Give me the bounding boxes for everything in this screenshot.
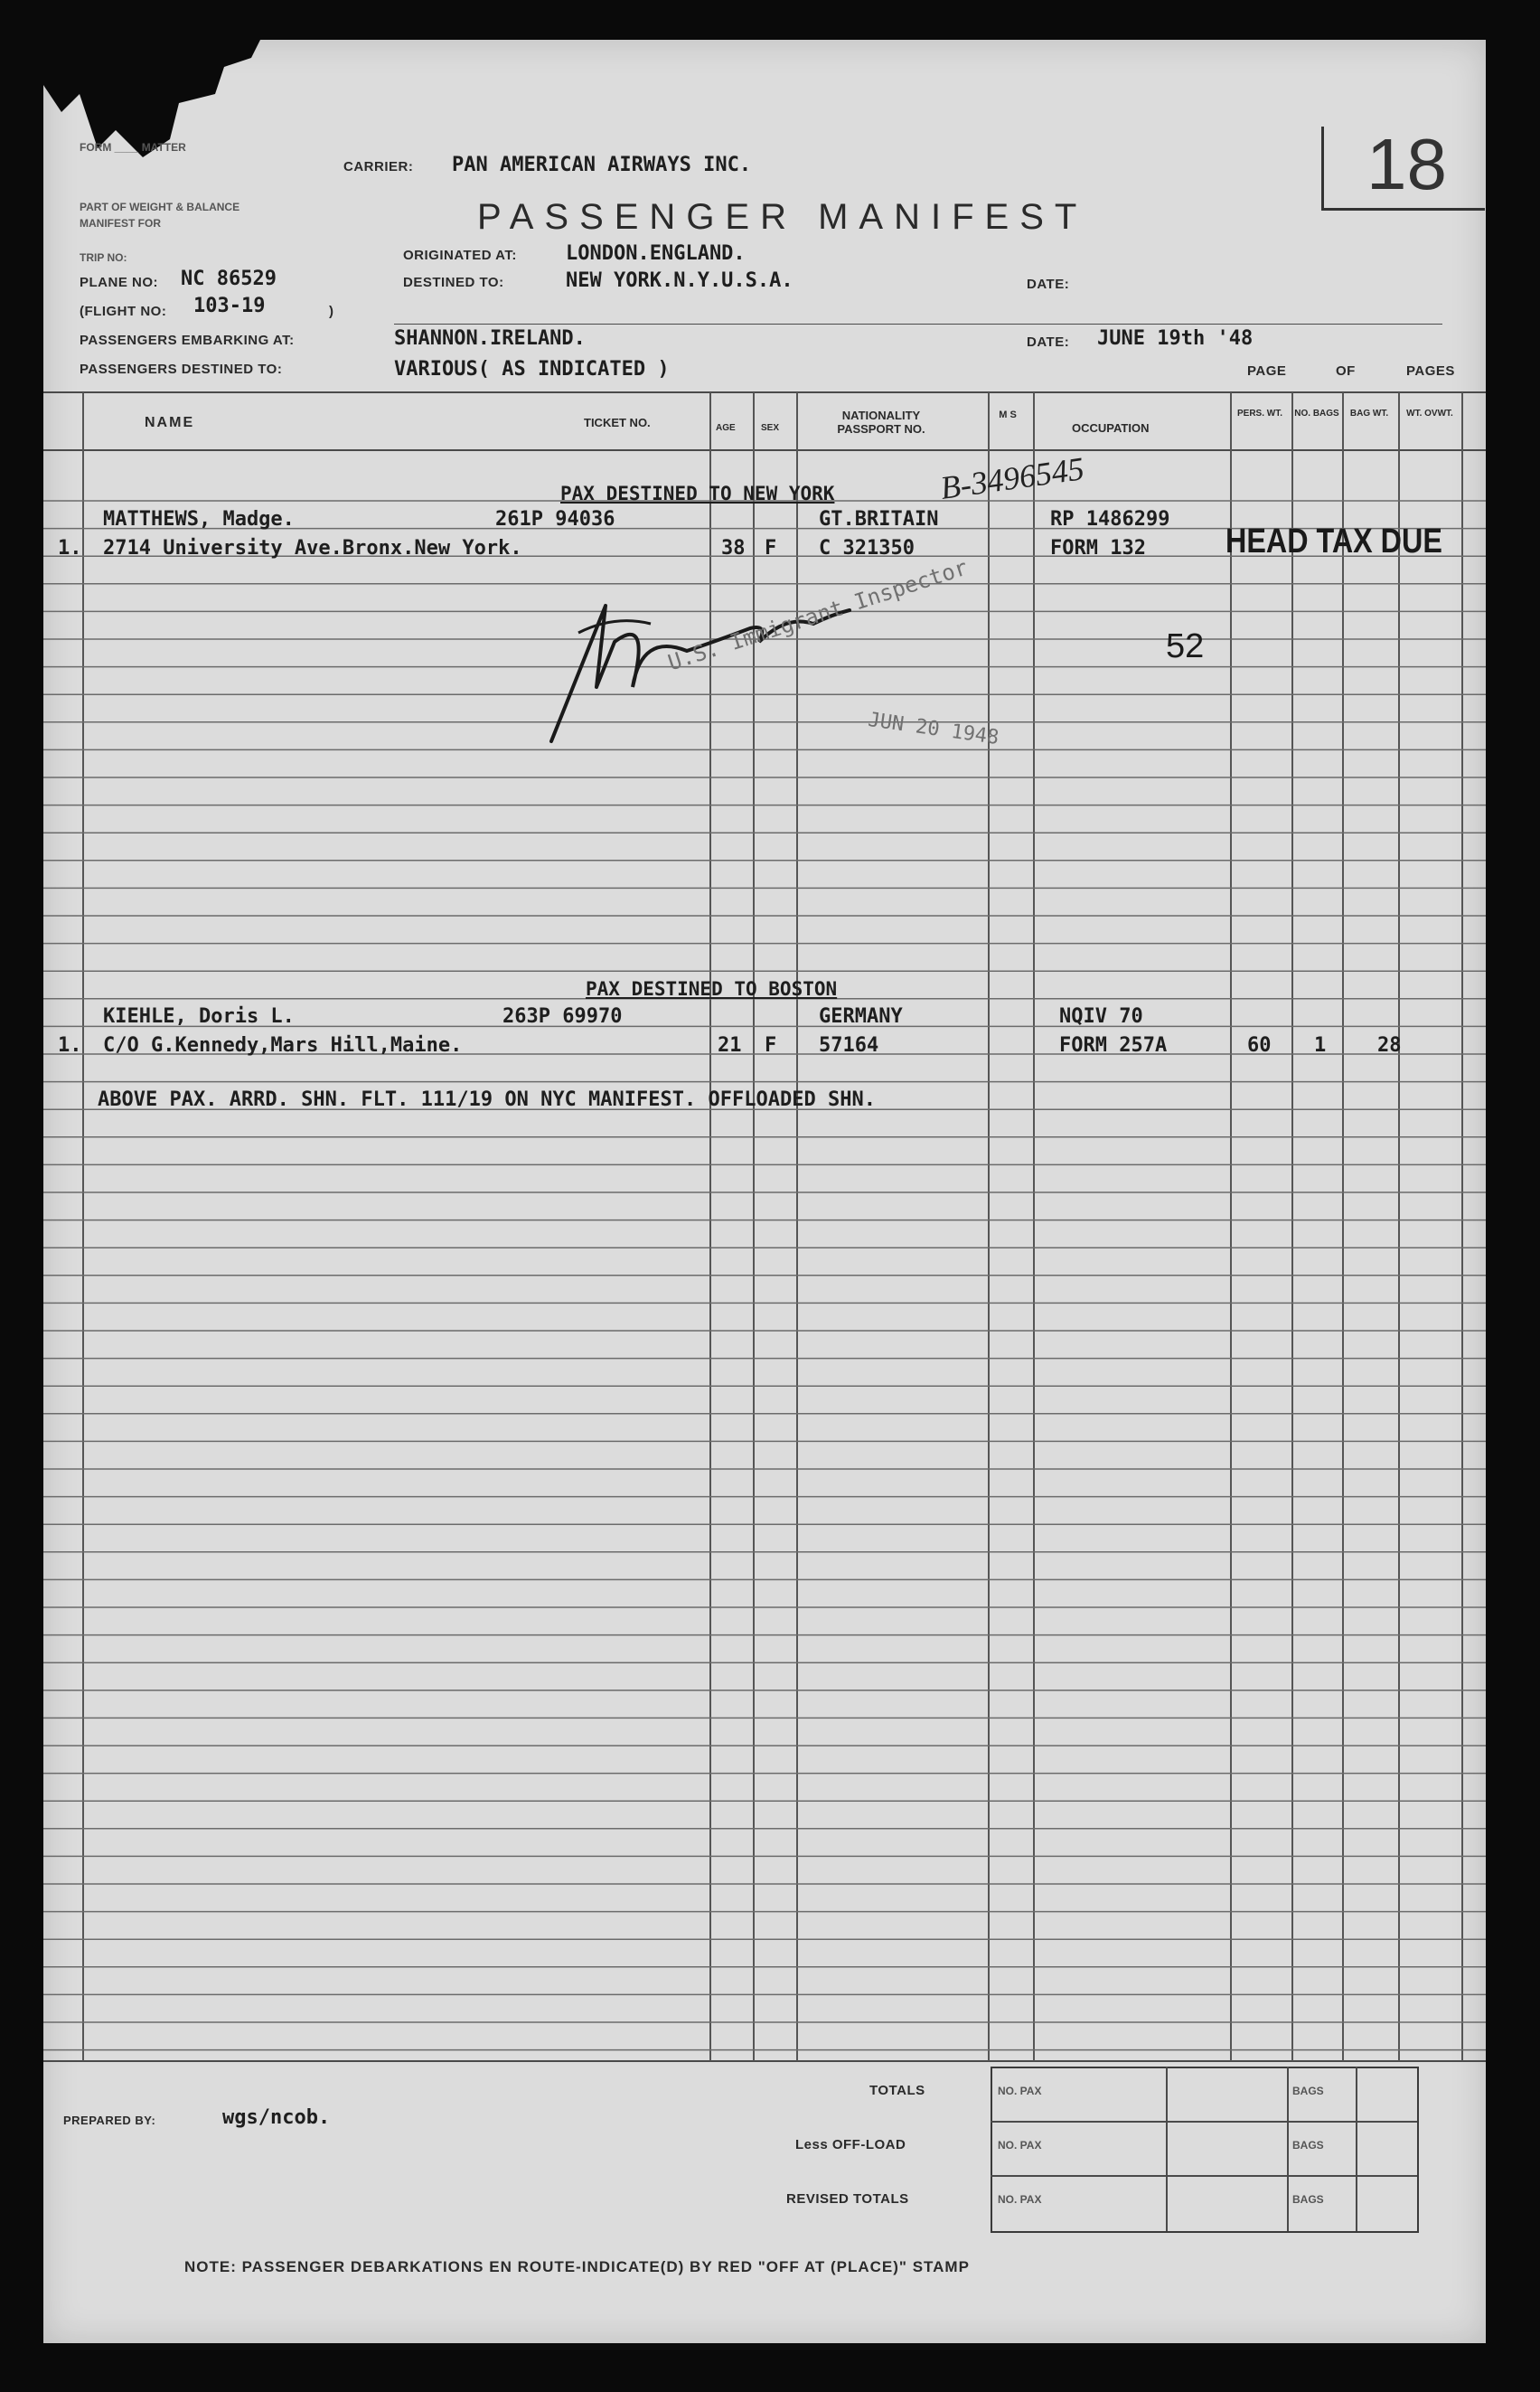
pax2-sex: F — [765, 1034, 777, 1057]
plane-no-label: PLANE NO: — [80, 275, 158, 290]
pax1-ticket: 261P 94036 — [495, 508, 615, 531]
offload-bags: BAGS — [1292, 2139, 1324, 2152]
totals-label: TOTALS — [869, 2083, 925, 2098]
col-no-bags: NO. BAGS — [1294, 409, 1339, 419]
col-name: NAME — [145, 415, 195, 430]
destined-pax-value: VARIOUS( AS INDICATED ) — [394, 358, 670, 381]
form-note: FORM ____ MATTER — [80, 141, 186, 154]
section1-heading: PAX DESTINED TO NEW YORK — [560, 483, 835, 504]
col-ms: M S — [999, 410, 1017, 420]
handwritten-number: B-3496545 — [937, 450, 1086, 506]
pax2-bag-wt: 28 — [1377, 1034, 1402, 1057]
head-tax-stamp: HEAD TAX DUE — [1225, 523, 1442, 560]
pax1-age: 38 — [721, 537, 746, 560]
prepared-by-value: wgs/ncob. — [222, 2106, 331, 2129]
page-label: PAGE — [1247, 363, 1287, 379]
pax1-address: 2714 University Ave.Bronx.New York. — [103, 537, 522, 560]
pax2-age: 21 — [718, 1034, 742, 1057]
col-age: AGE — [716, 423, 736, 433]
pax2-address: C/O G.Kennedy,Mars Hill,Maine. — [103, 1034, 463, 1057]
pages-label: PAGES — [1406, 363, 1455, 379]
pax2-num: 1. — [58, 1034, 82, 1057]
flight-no-close: ) — [329, 304, 334, 319]
date-stamp: JUN 20 1948 — [866, 708, 1000, 750]
col-occupation: OCCUPATION — [1072, 421, 1150, 435]
pax1-occ2: FORM 132 — [1050, 537, 1146, 560]
page-title: PASSENGER MANIFEST — [477, 197, 1088, 237]
destined-label: DESTINED TO: — [403, 275, 504, 290]
pax2-pers-wt: 60 — [1247, 1034, 1272, 1057]
originated-label: ORIGINATED AT: — [403, 248, 517, 263]
of-label: OF — [1336, 363, 1356, 379]
pax2-ticket: 263P 69970 — [502, 1005, 623, 1028]
offload-no-pax: NO. PAX — [998, 2139, 1042, 2152]
pax2-nationality: GERMANY — [819, 1005, 903, 1028]
pax1-occ1: RP 1486299 — [1050, 508, 1170, 531]
footer-note: NOTE: PASSENGER DEBARKATIONS EN ROUTE-INDICATE(D) BY RED "OFF AT (PLACE)" STAMP — [184, 2258, 970, 2275]
carrier-value: PAN AMERICAN AIRWAYS INC. — [452, 154, 752, 176]
part-of-label: PART OF WEIGHT & BALANCE — [80, 201, 240, 213]
section2-heading: PAX DESTINED TO BOSTON — [586, 978, 838, 1000]
number-52: 52 — [1166, 627, 1205, 665]
pax2-name: KIEHLE, Doris L. — [103, 1005, 295, 1028]
pax2-occ2: FORM 257A — [1059, 1034, 1168, 1057]
pax1-name: MATTHEWS, Madge. — [103, 508, 295, 531]
manifest-for-label: MANIFEST FOR — [80, 217, 161, 230]
col-pers-wt: PERS. WT. — [1236, 409, 1282, 419]
pax1-num: 1. — [58, 537, 82, 560]
flight-no-value: 103-19 — [193, 295, 266, 317]
date-label: DATE: — [1027, 277, 1070, 292]
embarking-value: SHANNON.IRELAND. — [394, 327, 586, 350]
col-sex: SEX — [761, 423, 780, 433]
pax1-sex: F — [765, 537, 777, 560]
col-wt-ovwt: WT. OVWT. — [1406, 409, 1453, 419]
destined-pax-label: PASSENGERS DESTINED TO: — [80, 362, 283, 377]
revised-no-pax: NO. PAX — [998, 2193, 1042, 2206]
destined-value: NEW YORK.N.Y.U.S.A. — [566, 269, 793, 292]
totals-bags: BAGS — [1292, 2085, 1324, 2097]
corner-number: 18 — [1366, 124, 1447, 204]
col-bag-wt: BAG WT. — [1349, 409, 1389, 419]
revised-bags: BAGS — [1292, 2193, 1324, 2206]
col-nationality: NATIONALITY PASSPORT NO. — [837, 409, 925, 436]
plane-no-value: NC 86529 — [181, 268, 277, 290]
less-offload-label: Less OFF-LOAD — [795, 2137, 906, 2152]
pax2-occ1: NQIV 70 — [1059, 1005, 1143, 1028]
date2-value: JUNE 19th '48 — [1097, 327, 1254, 350]
inspector-stamp: U.S. Immigrant Inspector — [664, 554, 972, 676]
trip-no-label: TRIP NO: — [80, 251, 127, 264]
pax2-passport: 57164 — [819, 1034, 879, 1057]
pax2-bags: 1 — [1314, 1034, 1327, 1057]
pax1-passport: C 321350 — [819, 537, 915, 560]
revised-totals-label: REVISED TOTALS — [786, 2191, 909, 2207]
prepared-by-label: PREPARED BY: — [63, 2114, 156, 2127]
totals-no-pax: NO. PAX — [998, 2085, 1042, 2097]
date2-label: DATE: — [1027, 334, 1070, 350]
section2-note: ABOVE PAX. ARRD. SHN. FLT. 111/19 ON NYC MANIFEST. OFFLOADED SHN. — [98, 1088, 876, 1111]
originated-value: LONDON.ENGLAND. — [566, 242, 746, 265]
flight-no-label: (FLIGHT NO: — [80, 304, 167, 319]
carrier-label: CARRIER: — [343, 159, 414, 174]
embarking-label: PASSENGERS EMBARKING AT: — [80, 333, 295, 348]
totals-box — [991, 2067, 1419, 2233]
pax1-nationality: GT.BRITAIN — [819, 508, 939, 531]
col-ticket: TICKET NO. — [584, 416, 651, 429]
